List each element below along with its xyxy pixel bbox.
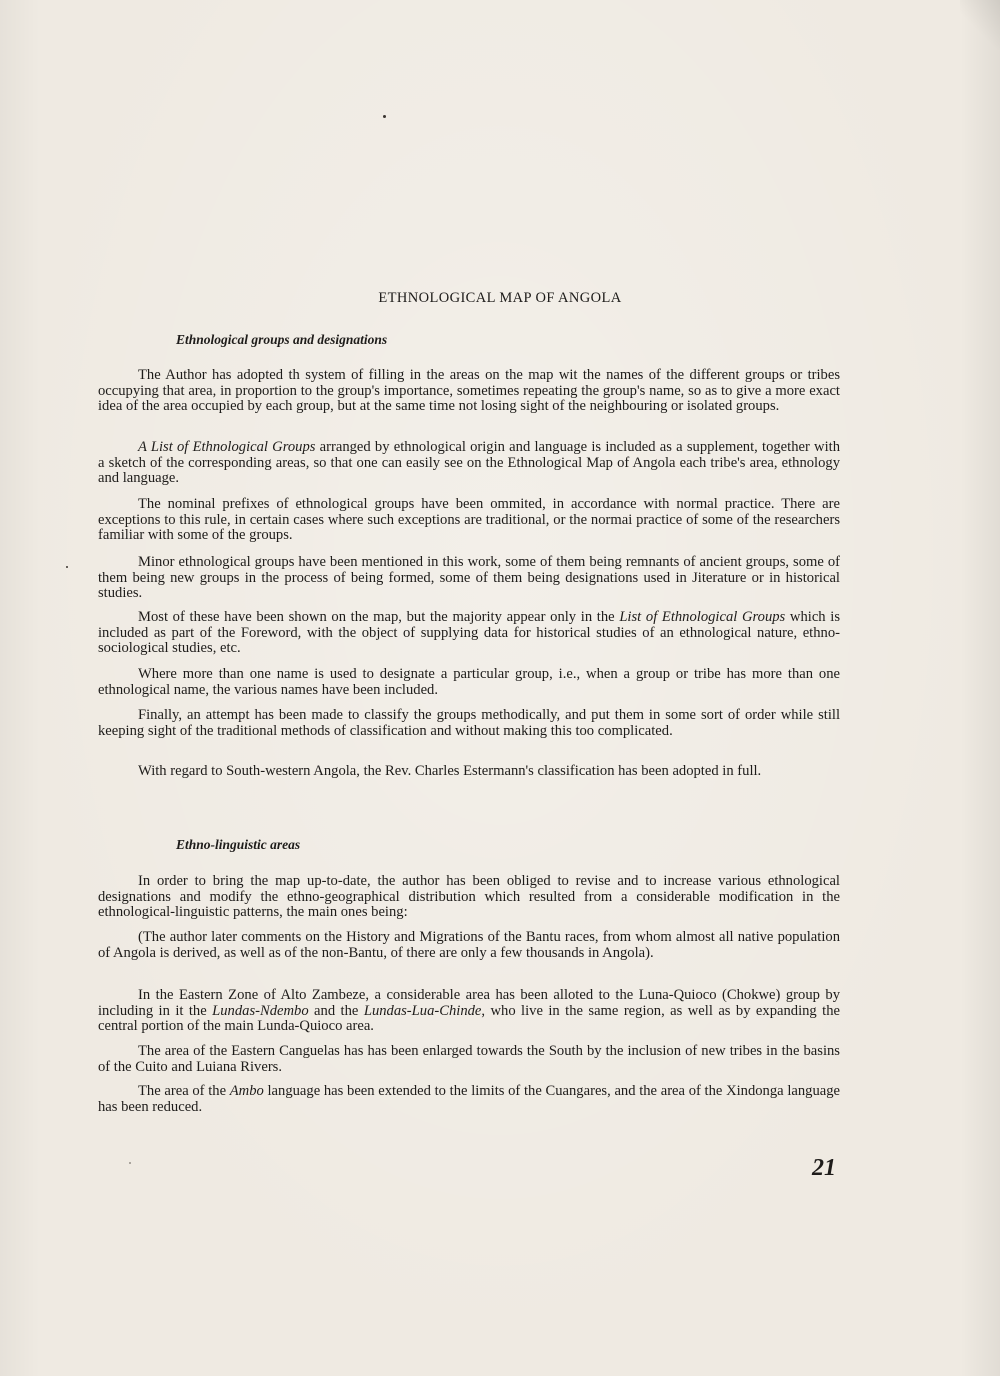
paragraph-5 (98, 610, 840, 657)
section-heading-ethnological-groups: Ethnological groups and designations (176, 332, 388, 347)
paragraph-text: language has been extended to the limits of the Cuangares, and the area of the Xindonga language has been reduced. (98, 1083, 841, 1115)
paragraph-text: In order to bring the map up-to-date, the author has been obliged to revise and to increase various ethnological designations and modify the ethno-geographical distribution which resulted from a considerable modification in the ethnological-linguistic patterns, the main ones being: (98, 873, 840, 920)
italic-group-name: Lundas-Lua-Chinde (363, 1002, 482, 1019)
paragraph-4 (98, 555, 840, 602)
paragraph-text: which is included as part of the Foreword, with the object of supplying data for historical studies of an ethnological nature, ethno-sociological studies, etc. (98, 609, 841, 656)
paragraph-10 (98, 930, 840, 961)
paragraph-text: The area of the (138, 1083, 230, 1099)
paper-speck (66, 566, 68, 568)
italic-list-title: A List of Ethnological Groups (138, 439, 316, 455)
paragraph-2 (98, 440, 840, 487)
paragraph-9 (98, 874, 840, 921)
paragraph-text: (The author later comments on the History and Migrations of the Bantu races, from whom almost all native population of Angola is derived, as well as of the non-Bantu, of there are only a few thousands in Angola). (98, 929, 840, 961)
paragraph-text: The Author has adopted th system of filling in the areas on the map wit the names of the different groups or tribes occupying that area, in proportion to the group's importance, sometimes repeating the group's name, so as to give a more exact idea of the area occupied by each group, but at the same time not losing sight of the neighbouring or isolated groups. (98, 367, 840, 414)
paragraph-12 (98, 1044, 840, 1075)
paragraph-8 (98, 764, 840, 780)
paragraph-3 (98, 497, 840, 544)
paragraph-text: Where more than one name is used to designate a particular group, i.e., when a group or tribe has more than one ethnological name, the various names have been included. (98, 666, 840, 698)
page-crease (960, 0, 1000, 50)
paragraph-7 (98, 708, 840, 739)
paragraph-11 (98, 988, 840, 1035)
paragraph-13 (98, 1084, 840, 1115)
document-title: ETHNOLOGICAL MAP OF ANGOLA (378, 290, 622, 306)
italic-language-name: Ambo (229, 1083, 264, 1099)
paragraph-text: arranged by ethnological origin and language is included as a supplement, together with a sketch of the corresponding areas, so that one can easily see on the Ethnological Map of Angola each tribe's area, ethnology and language. (98, 439, 840, 486)
paragraph-text: Most of these have been shown on the map, but the majority appear only in the (138, 609, 620, 625)
italic-group-name: Lundas-Ndembo (212, 1002, 309, 1019)
paragraph-text: With regard to South-western Angola, the Rev. Charles Estermann's classification has been adopted in full. (138, 763, 762, 779)
paper-speck (129, 1162, 131, 1164)
paper-speck (383, 115, 386, 118)
paragraph-text: The area of the Eastern Canguelas has has been enlarged towards the South by the inclusion of new tribes in the basins of the Cuito and Luiana Rivers. (98, 1043, 840, 1075)
page-number: 21 (812, 1155, 836, 1181)
paragraph-1 (98, 368, 840, 415)
paragraph-text: Finally, an attempt has been made to classify the groups methodically, and put them in some sort of order while still keeping sight of the traditional methods of classification and without making this too complicated. (98, 707, 840, 739)
paragraph-text: , who live in the same region, as well as by expanding the central portion of the main Lunda-Quioco area. (98, 1002, 840, 1034)
section-heading-ethno-linguistic: Ethno-linguistic areas (176, 837, 301, 852)
italic-list-reference: List of Ethnological Groups (619, 609, 786, 625)
paragraph-6 (98, 667, 840, 698)
paragraph-text: The nominal prefixes of ethnological groups have been ommited, in accordance with normal practice. There are exceptions to this rule, in certain cases where such exceptions are traditional, or the normai practice of some of the researchers familiar with some of the groups. (98, 496, 840, 543)
paragraph-text: In the Eastern Zone of Alto Zambeze, a considerable area has been alloted to the Luna-Quioco (Chokwe) group by including in it the (98, 987, 840, 1019)
paragraph-text: and the (308, 1002, 364, 1019)
paragraph-text: Minor ethnological groups have been mentioned in this work, some of them being remnants of ancient groups, some of them being new groups in the process of being formed, some of them being designations used in Jiterature or in historical studies. (98, 554, 840, 601)
